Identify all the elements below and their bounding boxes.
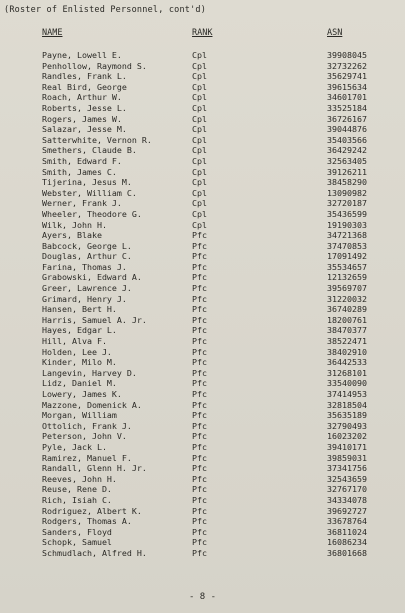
personnel-rank: Pfc — [192, 378, 207, 389]
personnel-asn: 39692727 — [327, 505, 367, 516]
personnel-asn: 34721368 — [327, 230, 367, 241]
personnel-rank: Pfc — [192, 410, 207, 421]
personnel-name: Douglas, Arthur C. — [42, 251, 132, 262]
table-row — [0, 400, 405, 411]
personnel-rank: Pfc — [192, 304, 207, 315]
table-row — [0, 124, 405, 135]
personnel-name: Hayes, Edgar L. — [42, 325, 117, 336]
personnel-asn: 33678764 — [327, 516, 367, 527]
personnel-rank: Pfc — [192, 336, 207, 347]
table-row — [0, 357, 405, 368]
table-row — [0, 61, 405, 72]
personnel-asn: 39410171 — [327, 441, 367, 452]
personnel-asn: 35629741 — [327, 71, 367, 82]
personnel-name: Morgan, William — [42, 410, 117, 421]
table-row — [0, 156, 405, 167]
personnel-name: Randles, Frank L. — [42, 71, 127, 82]
table-row — [0, 453, 405, 464]
personnel-asn: 36801668 — [327, 547, 367, 558]
personnel-rank: Pfc — [192, 441, 207, 452]
personnel-asn: 39908045 — [327, 50, 367, 60]
personnel-name: Ramirez, Manuel F. — [42, 452, 132, 463]
table-row — [0, 378, 405, 389]
personnel-name: Lidz, Daniel M. — [42, 378, 117, 389]
personnel-name: Schopk, Samuel — [42, 537, 112, 548]
personnel-asn: 39126211 — [327, 166, 367, 177]
personnel-rank: Cpl — [192, 81, 207, 92]
column-header-asn: ASN — [327, 28, 343, 38]
table-row — [0, 198, 405, 209]
personnel-name: Rodriguez, Albert K. — [42, 505, 142, 516]
personnel-name: Peterson, John V. — [42, 431, 127, 442]
personnel-name: Reuse, Rene D. — [42, 484, 112, 495]
personnel-asn: 32732262 — [327, 60, 367, 71]
personnel-rank: Pfc — [192, 251, 207, 262]
personnel-name: Schmudlach, Alfred H. — [42, 547, 147, 558]
personnel-rank: Cpl — [192, 60, 207, 71]
personnel-rank: Pfc — [192, 463, 207, 474]
personnel-name: Payne, Lowell E. — [42, 50, 122, 60]
table-row — [0, 537, 405, 548]
personnel-asn: 31220032 — [327, 293, 367, 304]
personnel-rank: Cpl — [192, 155, 207, 166]
personnel-name: Satterwhite, Vernon R. — [42, 134, 152, 145]
personnel-asn: 34334078 — [327, 494, 367, 505]
personnel-asn: 36429242 — [327, 145, 367, 156]
personnel-name: Smith, James C. — [42, 166, 117, 177]
personnel-name: Real Bird, George — [42, 81, 127, 92]
personnel-asn: 12132659 — [327, 272, 367, 283]
table-row — [0, 177, 405, 188]
personnel-asn: 39044876 — [327, 124, 367, 135]
personnel-name: Greer, Lawrence J. — [42, 283, 132, 294]
table-row — [0, 304, 405, 315]
table-row — [0, 506, 405, 517]
table-row — [0, 114, 405, 125]
personnel-name: Randall, Glenn H. Jr. — [42, 463, 147, 474]
personnel-rank: Pfc — [192, 399, 207, 410]
table-row — [0, 135, 405, 146]
table-row — [0, 188, 405, 199]
personnel-asn: 17091492 — [327, 251, 367, 262]
personnel-rank: Pfc — [192, 314, 207, 325]
table-row — [0, 336, 405, 347]
table-row — [0, 368, 405, 379]
personnel-rank: Cpl — [192, 198, 207, 209]
table-row — [0, 442, 405, 453]
table-row — [0, 145, 405, 156]
table-row — [0, 463, 405, 474]
personnel-rank: Pfc — [192, 389, 207, 399]
personnel-asn: 32818504 — [327, 399, 367, 410]
personnel-name: Kinder, Milo M. — [42, 357, 117, 368]
personnel-name: Salazar, Jesse M. — [42, 124, 127, 135]
personnel-rank: Pfc — [192, 526, 207, 537]
personnel-asn: 38470377 — [327, 325, 367, 336]
personnel-asn: 39615634 — [327, 81, 367, 92]
personnel-rank: Pfc — [192, 516, 207, 527]
personnel-rank: Pfc — [192, 452, 207, 463]
personnel-rank: Pfc — [192, 240, 207, 251]
personnel-asn: 38458290 — [327, 177, 367, 188]
table-row — [0, 272, 405, 283]
table-row — [0, 294, 405, 305]
personnel-asn: 16086234 — [327, 537, 367, 548]
personnel-name: Rich, Isiah C. — [42, 494, 112, 505]
table-row — [0, 484, 405, 495]
table-row — [0, 209, 405, 220]
personnel-name: Hansen, Bert H. — [42, 304, 117, 315]
personnel-asn: 13090982 — [327, 187, 367, 198]
personnel-rank: Pfc — [192, 261, 207, 272]
personnel-asn: 39569707 — [327, 283, 367, 294]
personnel-asn: 32767170 — [327, 484, 367, 495]
personnel-name: Tijerina, Jesus M. — [42, 177, 132, 188]
personnel-rank: Cpl — [192, 145, 207, 156]
personnel-asn: 32720187 — [327, 198, 367, 209]
personnel-rank: Cpl — [192, 166, 207, 177]
personnel-rank: Pfc — [192, 325, 207, 336]
table-row — [0, 230, 405, 241]
personnel-name: Smethers, Claude B. — [42, 145, 137, 156]
column-header-rank: RANK — [192, 28, 213, 38]
personnel-rank: Pfc — [192, 431, 207, 442]
table-row — [0, 251, 405, 262]
personnel-name: Smith, Edward F. — [42, 155, 122, 166]
roster-table — [0, 50, 405, 559]
table-row — [0, 241, 405, 252]
personnel-name: Harris, Samuel A. Jr. — [42, 314, 147, 325]
table-row — [0, 431, 405, 442]
personnel-rank: Pfc — [192, 230, 207, 241]
table-row — [0, 220, 405, 231]
personnel-rank: Cpl — [192, 50, 207, 60]
personnel-asn: 38522471 — [327, 336, 367, 347]
personnel-rank: Pfc — [192, 367, 207, 378]
personnel-rank: Cpl — [192, 219, 207, 230]
personnel-asn: 36740289 — [327, 304, 367, 315]
personnel-asn: 32790493 — [327, 420, 367, 431]
personnel-rank: Cpl — [192, 113, 207, 124]
roster-continuation-note: (Roster of Enlisted Personnel, cont'd) — [4, 5, 207, 15]
personnel-rank: Cpl — [192, 124, 207, 135]
personnel-name: Hill, Alva F. — [42, 336, 107, 347]
personnel-name: Penhollow, Raymond S. — [42, 60, 147, 71]
personnel-name: Rogers, James W. — [42, 113, 122, 124]
table-row — [0, 283, 405, 294]
personnel-rank: Pfc — [192, 283, 207, 294]
personnel-rank: Pfc — [192, 505, 207, 516]
table-row — [0, 474, 405, 485]
personnel-rank: Pfc — [192, 494, 207, 505]
personnel-rank: Pfc — [192, 473, 207, 484]
personnel-asn: 39859031 — [327, 452, 367, 463]
personnel-name: Ayers, Blake — [42, 230, 102, 241]
personnel-asn: 38402910 — [327, 346, 367, 357]
table-row — [0, 410, 405, 421]
personnel-asn: 19190303 — [327, 219, 367, 230]
table-row — [0, 167, 405, 178]
personnel-rank: Pfc — [192, 293, 207, 304]
personnel-rank: Cpl — [192, 187, 207, 198]
personnel-name: Pyle, Jack L. — [42, 441, 107, 452]
personnel-name: Lowery, James K. — [42, 389, 122, 399]
table-row — [0, 82, 405, 93]
personnel-asn: 31268101 — [327, 367, 367, 378]
personnel-name: Rodgers, Thomas A. — [42, 516, 132, 527]
column-header-name: NAME — [42, 28, 63, 38]
personnel-asn: 36726167 — [327, 113, 367, 124]
personnel-asn: 37470853 — [327, 240, 367, 251]
personnel-asn: 37414953 — [327, 389, 367, 399]
personnel-name: Holden, Lee J. — [42, 346, 112, 357]
personnel-asn: 34601701 — [327, 92, 367, 103]
personnel-rank: Cpl — [192, 102, 207, 113]
table-row — [0, 495, 405, 506]
personnel-rank: Pfc — [192, 547, 207, 558]
personnel-asn: 35403566 — [327, 134, 367, 145]
personnel-name: Reeves, John H. — [42, 473, 117, 484]
personnel-asn: 18200761 — [327, 314, 367, 325]
personnel-name: Grimard, Henry J. — [42, 293, 127, 304]
personnel-rank: Cpl — [192, 71, 207, 82]
personnel-rank: Pfc — [192, 537, 207, 548]
personnel-name: Sanders, Floyd — [42, 526, 112, 537]
personnel-rank: Cpl — [192, 208, 207, 219]
personnel-rank: Pfc — [192, 346, 207, 357]
personnel-rank: Cpl — [192, 134, 207, 145]
personnel-asn: 16023202 — [327, 431, 367, 442]
table-row — [0, 315, 405, 326]
personnel-rank: Cpl — [192, 92, 207, 103]
table-row — [0, 50, 405, 61]
table-row — [0, 325, 405, 336]
personnel-asn: 35436599 — [327, 208, 367, 219]
personnel-rank: Cpl — [192, 177, 207, 188]
personnel-asn: 35534657 — [327, 261, 367, 272]
table-row — [0, 103, 405, 114]
personnel-asn: 36811024 — [327, 526, 367, 537]
personnel-asn: 33540090 — [327, 378, 367, 389]
table-row — [0, 421, 405, 432]
personnel-name: Grabowski, Edward A. — [42, 272, 142, 283]
personnel-asn: 35635189 — [327, 410, 367, 421]
personnel-rank: Pfc — [192, 420, 207, 431]
table-row — [0, 527, 405, 538]
table-row — [0, 71, 405, 82]
personnel-name: Roberts, Jesse L. — [42, 102, 127, 113]
personnel-name: Babcock, George L. — [42, 240, 132, 251]
personnel-rank: Pfc — [192, 272, 207, 283]
table-row — [0, 92, 405, 103]
personnel-name: Mazzone, Domenick A. — [42, 399, 142, 410]
table-row — [0, 516, 405, 527]
table-row — [0, 262, 405, 273]
personnel-name: Webster, William C. — [42, 187, 137, 198]
personnel-name: Ottolich, Frank J. — [42, 420, 132, 431]
personnel-name: Farina, Thomas J. — [42, 261, 127, 272]
table-row — [0, 548, 405, 559]
personnel-rank: Pfc — [192, 357, 207, 368]
page-number: - 8 - — [188, 592, 217, 602]
personnel-asn: 37341756 — [327, 463, 367, 474]
personnel-asn: 33525184 — [327, 102, 367, 113]
personnel-asn: 32563405 — [327, 155, 367, 166]
personnel-asn: 32543659 — [327, 473, 367, 484]
personnel-name: Roach, Arthur W. — [42, 92, 122, 103]
personnel-rank: Pfc — [192, 484, 207, 495]
personnel-asn: 36442533 — [327, 357, 367, 368]
personnel-name: Werner, Frank J. — [42, 198, 122, 209]
table-row — [0, 389, 405, 400]
table-row — [0, 347, 405, 358]
personnel-name: Wilk, John H. — [42, 219, 107, 230]
personnel-name: Langevin, Harvey D. — [42, 367, 137, 378]
personnel-name: Wheeler, Theodore G. — [42, 208, 142, 219]
